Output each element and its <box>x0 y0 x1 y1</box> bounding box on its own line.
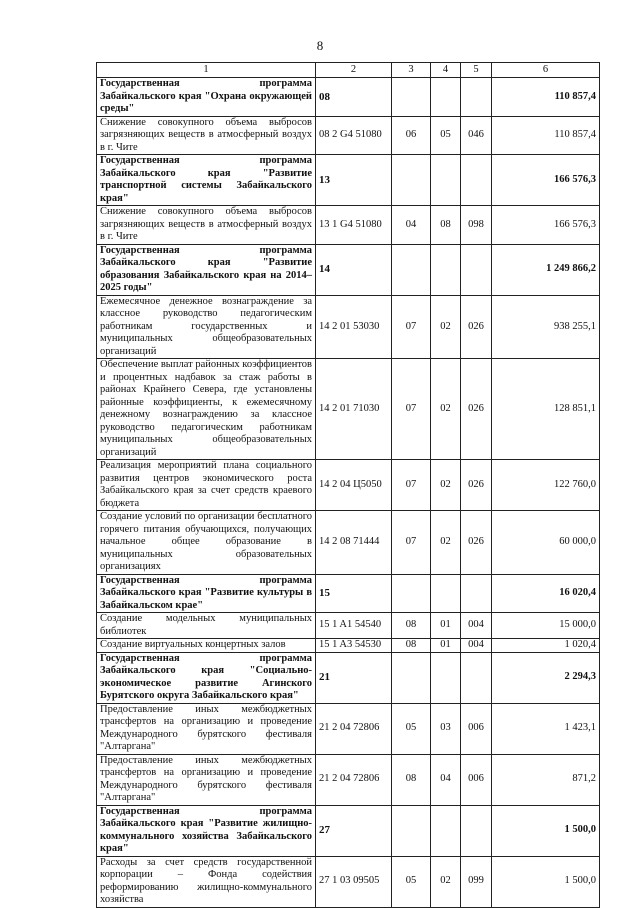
section-cell: 08 <box>392 613 431 639</box>
department-cell: 006 <box>461 703 492 754</box>
amount-cell: 60 000,0 <box>492 511 600 575</box>
section-cell: 07 <box>392 295 431 359</box>
table-row <box>97 511 600 575</box>
subsection-cell: 03 <box>431 703 461 754</box>
description-cell: Обеспечение выплат районных коэффициентов и процентных надбавок за стаж работы в районах Крайнего Севера, где установлены районные коэффициенты, к ежемесячному денежному вознаграждению за классное руководство педагогическим работникам муниципальных общеобразовательных организаций <box>97 359 316 460</box>
code-cell: 14 2 04 Ц5050 <box>316 460 392 511</box>
department-cell <box>461 805 492 856</box>
header-cell: 6 <box>492 63 600 78</box>
amount-cell: 15 000,0 <box>492 613 600 639</box>
department-cell: 046 <box>461 116 492 155</box>
description-cell: Государственная программа Забайкальского края "Охрана окружающей среды" <box>97 78 316 117</box>
subsection-cell <box>431 574 461 613</box>
amount-cell: 1 423,1 <box>492 703 600 754</box>
department-cell: 098 <box>461 206 492 245</box>
amount-cell: 166 576,3 <box>492 155 600 206</box>
subsection-cell: 02 <box>431 460 461 511</box>
page-number: 8 <box>316 38 324 53</box>
section-cell: 06 <box>392 116 431 155</box>
department-cell: 026 <box>461 295 492 359</box>
subsection-cell: 02 <box>431 295 461 359</box>
table-body <box>97 63 600 908</box>
code-cell: 14 2 01 71030 <box>316 359 392 460</box>
section-cell: 07 <box>392 460 431 511</box>
subsection-cell <box>431 652 461 703</box>
program-row <box>97 805 600 856</box>
section-cell: 04 <box>392 206 431 245</box>
code-cell: 14 2 01 53030 <box>316 295 392 359</box>
program-row <box>97 574 600 613</box>
table-row <box>97 206 600 245</box>
budget-table <box>96 62 600 908</box>
code-cell: 15 1 A3 54530 <box>316 639 392 653</box>
subsection-cell <box>431 78 461 117</box>
department-cell: 099 <box>461 856 492 907</box>
program-row <box>97 652 600 703</box>
code-cell: 27 1 03 09505 <box>316 856 392 907</box>
amount-cell: 1 500,0 <box>492 856 600 907</box>
subsection-cell: 05 <box>431 116 461 155</box>
section-cell: 08 <box>392 754 431 805</box>
header-cell: 2 <box>316 63 392 78</box>
code-cell: 21 2 04 72806 <box>316 754 392 805</box>
section-cell: 05 <box>392 703 431 754</box>
department-cell <box>461 155 492 206</box>
table-row <box>97 295 600 359</box>
section-cell: 05 <box>392 856 431 907</box>
program-row <box>97 155 600 206</box>
description-cell: Снижение совокупного объема выбросов загрязняющих веществ в атмосферный воздух в г. Чите <box>97 206 316 245</box>
table-row <box>97 359 600 460</box>
code-cell: 14 2 08 71444 <box>316 511 392 575</box>
department-cell: 006 <box>461 754 492 805</box>
amount-cell: 122 760,0 <box>492 460 600 511</box>
description-cell: Государственная программа Забайкальского края "Развитие жилищно-коммунального хозяйства Забайкальского края" <box>97 805 316 856</box>
subsection-cell <box>431 805 461 856</box>
subsection-cell: 04 <box>431 754 461 805</box>
code-cell: 21 2 04 72806 <box>316 703 392 754</box>
subsection-cell <box>431 244 461 295</box>
header-cell: 1 <box>97 63 316 78</box>
program-row <box>97 244 600 295</box>
section-cell <box>392 155 431 206</box>
code-cell: 08 <box>316 78 392 117</box>
description-cell: Создание условий по организации бесплатного горячего питания обучающихся, получающих начальное общее образование в муниципальных образовательных организациях <box>97 511 316 575</box>
header-cell: 4 <box>431 63 461 78</box>
subsection-cell <box>431 155 461 206</box>
description-cell: Государственная программа Забайкальского края "Развитие культуры в Забайкальском крае" <box>97 574 316 613</box>
section-cell: 07 <box>392 359 431 460</box>
department-cell: 026 <box>461 511 492 575</box>
department-cell: 026 <box>461 460 492 511</box>
amount-cell: 938 255,1 <box>492 295 600 359</box>
department-cell <box>461 574 492 613</box>
subsection-cell: 08 <box>431 206 461 245</box>
description-cell: Расходы за счет средств государственной корпорации – Фонда содействия реформированию жилищно-коммунального хозяйства <box>97 856 316 907</box>
code-cell: 15 <box>316 574 392 613</box>
department-cell <box>461 78 492 117</box>
department-cell: 026 <box>461 359 492 460</box>
description-cell: Создание модельных муниципальных библиотек <box>97 613 316 639</box>
description-cell: Ежемесячное денежное вознаграждение за классное руководство педагогическим работникам государственных и муниципальных общеобразовательных организаций <box>97 295 316 359</box>
department-cell: 004 <box>461 639 492 653</box>
table-row <box>97 613 600 639</box>
subsection-cell: 02 <box>431 856 461 907</box>
subsection-cell: 02 <box>431 511 461 575</box>
amount-cell: 1 500,0 <box>492 805 600 856</box>
section-cell <box>392 244 431 295</box>
description-cell: Государственная программа Забайкальского края "Развитие транспортной системы Забайкальского края" <box>97 155 316 206</box>
subsection-cell: 02 <box>431 359 461 460</box>
header-cell: 3 <box>392 63 431 78</box>
subsection-cell: 01 <box>431 639 461 653</box>
code-cell: 08 2 G4 51080 <box>316 116 392 155</box>
amount-cell: 2 294,3 <box>492 652 600 703</box>
amount-cell: 1 249 866,2 <box>492 244 600 295</box>
department-cell <box>461 652 492 703</box>
program-row <box>97 78 600 117</box>
section-cell <box>392 652 431 703</box>
description-cell: Государственная программа Забайкальского края "Развитие образования Забайкальского края на 2014–2025 годы" <box>97 244 316 295</box>
subsection-cell: 01 <box>431 613 461 639</box>
code-cell: 15 1 A1 54540 <box>316 613 392 639</box>
section-cell: 08 <box>392 639 431 653</box>
description-cell: Создание виртуальных концертных залов <box>97 639 316 653</box>
code-cell: 14 <box>316 244 392 295</box>
header-row <box>97 63 600 78</box>
header-cell: 5 <box>461 63 492 78</box>
amount-cell: 871,2 <box>492 754 600 805</box>
description-cell: Предоставление иных межбюджетных трансфертов на организацию и проведение Международного бурятского фестиваля "Алтаргана" <box>97 703 316 754</box>
amount-cell: 16 020,4 <box>492 574 600 613</box>
department-cell: 004 <box>461 613 492 639</box>
table-row <box>97 703 600 754</box>
table-row <box>97 754 600 805</box>
section-cell <box>392 574 431 613</box>
department-cell <box>461 244 492 295</box>
table-row <box>97 460 600 511</box>
description-cell: Реализация мероприятий плана социального развития центров экономического роста Забайкальского края за счет средств краевого бюджета <box>97 460 316 511</box>
section-cell: 07 <box>392 511 431 575</box>
amount-cell: 128 851,1 <box>492 359 600 460</box>
description-cell: Государственная программа Забайкальского края "Социально-экономическое развитие Агинского Бурятского округа Забайкальского края" <box>97 652 316 703</box>
amount-cell: 110 857,4 <box>492 116 600 155</box>
table-row <box>97 856 600 907</box>
code-cell: 13 1 G4 51080 <box>316 206 392 245</box>
description-cell: Предоставление иных межбюджетных трансфертов на организацию и проведение Международного бурятского фестиваля "Алтаргана" <box>97 754 316 805</box>
amount-cell: 166 576,3 <box>492 206 600 245</box>
description-cell: Снижение совокупного объема выбросов загрязняющих веществ в атмосферный воздух в г. Чите <box>97 116 316 155</box>
table-row <box>97 116 600 155</box>
table-row <box>97 639 600 653</box>
amount-cell: 110 857,4 <box>492 78 600 117</box>
amount-cell: 1 020,4 <box>492 639 600 653</box>
section-cell <box>392 805 431 856</box>
code-cell: 27 <box>316 805 392 856</box>
code-cell: 21 <box>316 652 392 703</box>
code-cell: 13 <box>316 155 392 206</box>
section-cell <box>392 78 431 117</box>
